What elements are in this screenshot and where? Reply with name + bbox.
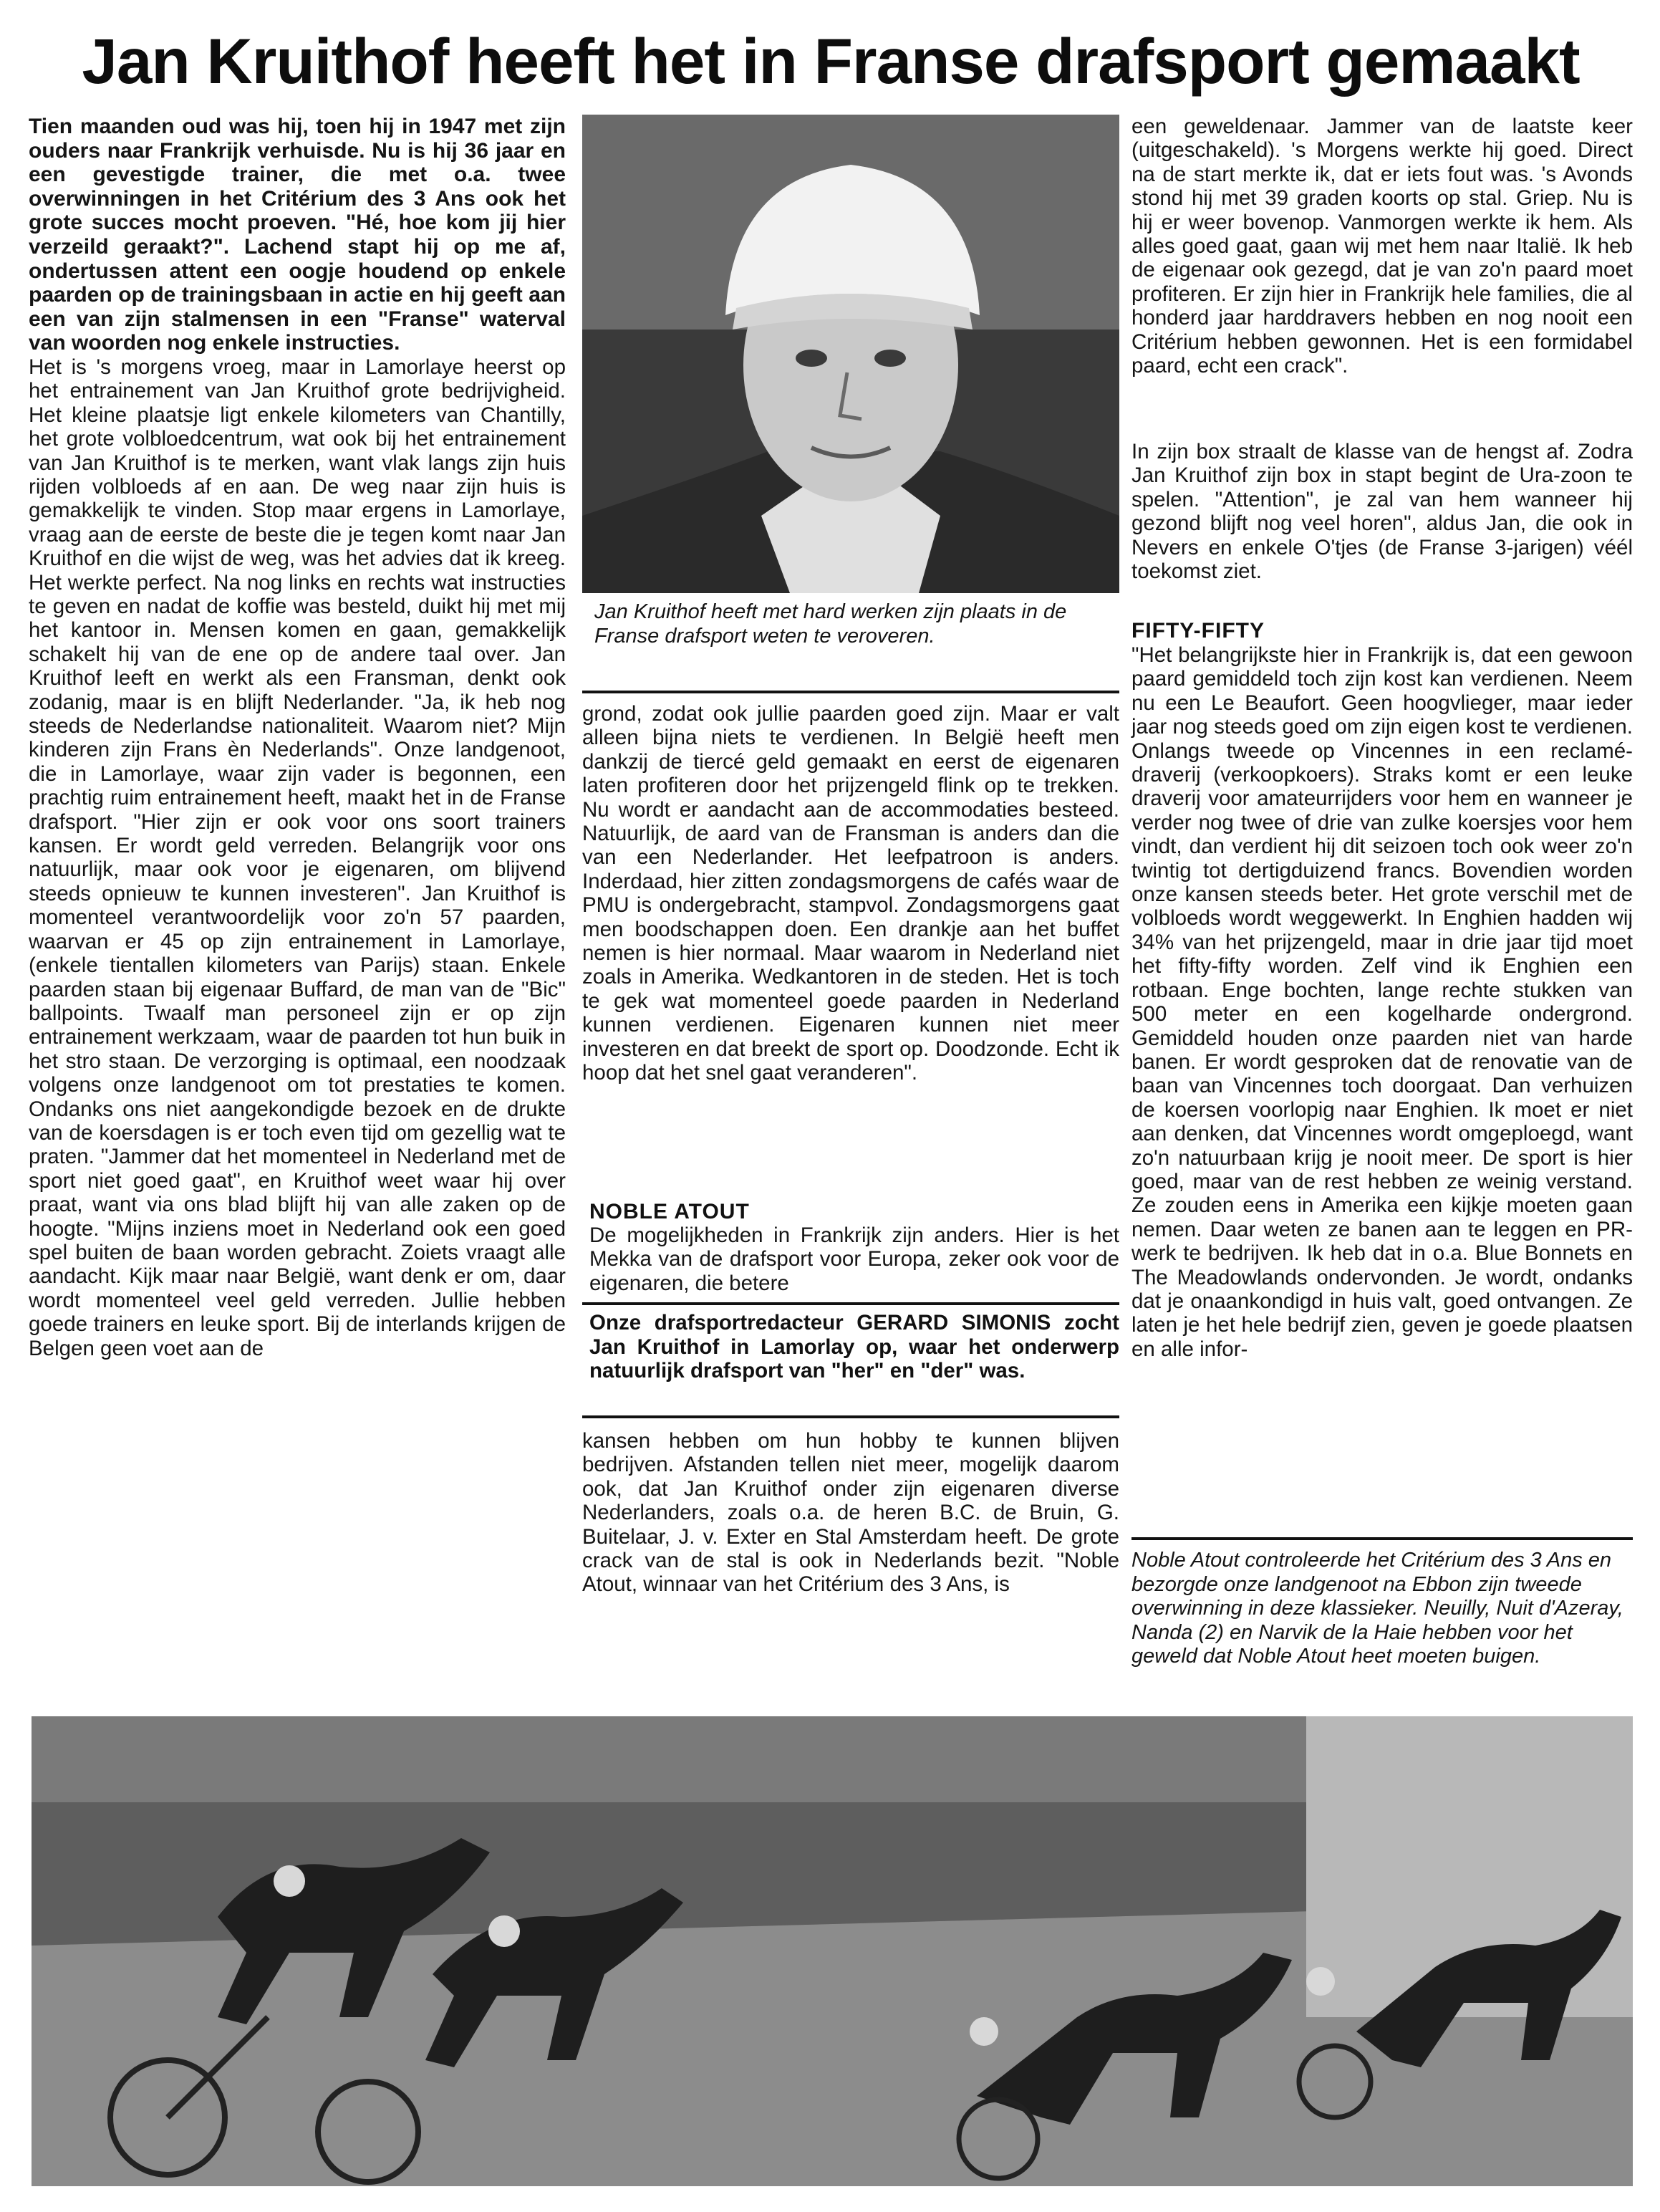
middle-body-text: grond, zodat ook jullie paarden goed zijn. Maar er valt alleen bijna niets te verdienen. In België heeft men dankzij de tiercé geld gemaakt en eerst de eigenaren laten profiteren door het prijzengeld flink op te trekken. Nu wordt er aandacht aan de accommodaties besteed. Natuurlijk, de aard van de Fransman is anders dan die van een Nederlander. Het leefpatroon is anders. Inderdaad, hier zitten zondagsmorgens de cafés waar de PMU is ondergebracht, stampvol. Zondagsmorgens gaat men boodschappen doen. Een drankje aan het buffet nemen is hier normaal. Maar waarom in Nederland niet zoals in Amerika. Wedkantoren in de steden. Het is toch te gek wat momenteel goede paarden in Nederland kunnen verdienen. Eigenaren kunnen niet meer investeren en dat breekt de sport op. Doodzonde. Echt ik hoop dat het snel gaat veranderen". [582, 702, 1119, 1085]
right-box-text: In zijn box straalt de klasse van de hengst af. Zodra Jan Kruithof zijn box in stapt begint de Ura-zoon te spelen. "Attention", je zal van hem wanneer hij gezond blijft nog veel horen", aldus Jan, die ook in Nevers en enkele O'tjes (de Franse 3-jarigen) véél toekomst ziet. [1131, 440, 1633, 584]
race-caption-rule [1131, 1537, 1633, 1540]
fifty-fifty-text: "Het belangrijkste hier in Frankrijk is, dat een gewoon paard gemiddeld toch zijn kost kan verdienen. Neem nu een Le Beaufort. Geen hoogvlieger, maar ieder jaar nog steeds goed om zijn eigen kost te verdienen. Onlangs tweede op Vincennes in een reclamé-draverij (verkoopkoers). Straks komt er een leuke draverij voor amateurrijders voor hem en wanneer je verder nog twee of drie van zulke koersjes voor hem vindt, dan verdient hij dit seizoen toch ook weer zo'n twintig tot dertigduizend francs. Bovendien worden onze kansen steeds beter. Het grote verschil met de volbloeds wordt weggewerkt. In Enghien hadden wij 34% van het prijzengeld, maar in drie jaar tijd moet het fifty-fifty worden. Zelf vind ik Enghien een rotbaan. Enge bochten, lange rechte stukken van 500 meter en een kogelharde ondergrond. Gemiddeld houden onze paarden niet van harde banen. Er wordt gesproken dat de renovatie van de baan van Vincennes toch doorgaat. Dan verhuizen de koersen voorlopig naar Enghien. Ik moet er niet aan denken, dat Vincennes wordt omgeploegd, want zo'n natuurbaan krijg je nooit meer. De sport is hier goed, maar van de rest hebben ze weinig verstand. Ze zouden eens in Amerika een kijkje moeten gaan nemen. Daar weten ze banen aan te leggen en PR-werk te bedrijven. Ik heb dat in o.a. Blue Bonnets en The Meadowlands ondervonden. Je wordt, ondanks dat je onaankondigd in huis valt, goed ontvangen. Ze laten je het hele bedrijf zien, geven je goede plaatsen en alle infor- [1131, 643, 1633, 1361]
column-left [29, 115, 566, 1691]
left-body-text: Het is 's morgens vroeg, maar in Lamorlaye heerst op het entrainement van Jan Kruithof grote bedrijvigheid. Het kleine plaatsje ligt enkele kilometers van Chantilly, het grote volbloedcentrum, wat ook bij het entrainement van Jan Kruithof is te merken, want vlak langs zijn huis rijden volbloeds af en aan. De weg naar zijn huis is gemakkelijk te vinden. Stop maar ergens in Lamorlaye, vraag aan de eerste de beste die je tegen komt naar Jan Kruithof en die wijst de weg, was het advies dat ik kreeg. Het werkte perfect. Na nog links en rechts wat instructies te geven en nadat de koffie was besteld, duikt hij met mij het kantoor in. Mensen komen en gaan, gemakkelijk schakelt hij van de ene op de andere taal over. Jan Kruithof leeft en werkt als een Fransman, denkt ook zodanig, maar is en blijft Nederlander. "Ja, ik heb nog steeds de Nederlandse nationaliteit. Waarom niet? Mijn kinderen zijn Frans èn Nederlands". Onze landgenoot, die in Lamorlaye, waar zijn vader is begonnen, een prachtig ruim entrainement heeft, maakt het in de Franse drafsport. "Hier zijn er ook voor ons soort trainers kansen. Er wordt geld verreden. Belangrijk voor ons natuurlijk, maar ook voor je eigenaren, om blijvend steeds opnieuw te kunnen investeren". Jan Kruithof is momenteel verantwoordelijk voor zo'n 57 paarden, waarvan er 45 op zijn entrainement in Lamorlaye, (enkele tientallen kilometers van Parijs) staan. Enkele paarden staan bij eigenaar Buffard, de man van de "Bic" ballpoints. Twaalf man personeel zijn er op zijn entrainement werkzaam, waar de paarden tot hun buik in het stro staan. De verzorging is optimaal, een noodzaak volgens onze landgenoot om tot prestaties te komen. Ondanks ons niet aangekondigde bezoek en de drukte van de koersdagen is er toch even tijd om gezellig wat te praten. "Jammer dat het momenteel in Nederland met de sport niet goed gaat", en Kruithof weet waar hij over praat, want via ons blad blijft hij van alle zaken op de hoogte. "Mijns inziens moet in Nederland ook een goed spel buiten de baan worden gebracht. Zoiets vraagt alle aandacht. Kijk maar naar België, want denk er om, daar wordt momenteel veel geld verreden. Jullie hebben goede trainers en leuke sport. Bij de interlands krijgen de Belgen geen voet aan de [29, 355, 566, 1360]
race-photo-caption: Noble Atout controleerde het Critérium des 3 Ans en bezorgde onze landgenoot na Ebbon zijn tweede overwinning in deze klassieker. Neuilly, Nuit d'Azeray, Nanda (2) en Narvik de la Haie hebben voor het geweld dat Noble Atout heet moeten buigen. [1131, 1549, 1623, 1668]
middle-bottom-text: kansen hebben om hun hobby te kunnen blijven bedrijven. Afstanden tellen niet meer, mogelijk daarom ook, dat Jan Kruithof onder zijn eigenaren diverse Nederlanders, zoals o.a. de heren B.C. de Bruin, G. Buitelaar, J. v. Exter en Stal Amsterdam heeft. De grote crack van de stal is ook in Nederlands bezit. "Noble Atout, winnaar van het Critérium des 3 Ans, is [582, 1429, 1119, 1597]
column-right-fifty [1131, 643, 1633, 1361]
headline: Jan Kruithof heeft het in Franse drafsport gemaakt [82, 25, 1580, 97]
column-right-box [1131, 440, 1633, 583]
fifty-fifty-subhead: FIFTY-FIFTY [1131, 619, 1265, 643]
box-top-rule [582, 1302, 1119, 1305]
portrait-photo [582, 115, 1119, 593]
lead-paragraph: Tien maanden oud was hij, toen hij in 1947 met zijn ouders naar Frankrijk verhuisde. Nu is hij 36 jaar en een gevestigde trainer, die met o.a. twee overwinningen in het Critérium des 3 Ans ook het grote succes mocht proeven. "Hé, hoe kom jij hier verzeild geraakt?". Lachend stapt hij op me af, ondertussen attent een oogje houdend op enkele paarden op de trainingsbaan in actie en hij geeft aan een van zijn stalmensen in een "Franse" waterval van woorden nog enkele instructies. [29, 115, 566, 355]
jockey-portrait-image [582, 115, 1119, 593]
column-middle-bottom [582, 1429, 1119, 1597]
race-photo [32, 1716, 1633, 2186]
column-middle-top [582, 702, 1119, 1085]
box-bottom-rule [582, 1415, 1119, 1418]
harness-race-image [32, 1716, 1633, 2186]
noble-atout-text: De mogelijkheden in Frankrijk zijn anders. Hier is het Mekka van de drafsport voor Europa, zeker ook voor de eigenaren, die betere [589, 1223, 1119, 1295]
noble-atout-subhead: NOBLE ATOUT [589, 1200, 750, 1223]
column-middle-noble [589, 1223, 1119, 1295]
editor-box-text: Onze drafsportredacteur GERARD SIMONIS zocht Jan Kruithof in Lamorlay op, waar het onderwerp natuurlijk drafsport van "her" en "der" was. [589, 1311, 1119, 1383]
portrait-caption: Jan Kruithof heeft met hard werken zijn plaats in de Franse drafsport weten te veroveren. [594, 600, 1067, 648]
caption-divider [582, 691, 1119, 693]
column-right-top [1131, 115, 1633, 378]
right-top-text: een geweldenaar. Jammer van de laatste keer (uitgeschakeld). 's Morgens werkte hij goed. Direct na de start merkte ik, dat er iets fout was. 's Avonds stond hij met 39 graden koorts op stal. Griep. Nu is hij er weer bovenop. Vanmorgen werkte ik hem. Als alles goed gaat, gaan wij met hem naar Italië. Ik heb de eigenaar ook gezegd, dat je van zo'n paard moet profiteren. Er zijn hier in Frankrijk hele families, die al honderd jaar harddravers hebben en nog nooit een Critérium hebben gewonnen. Het is een formidabel paard, echt een crack". [1131, 115, 1633, 378]
